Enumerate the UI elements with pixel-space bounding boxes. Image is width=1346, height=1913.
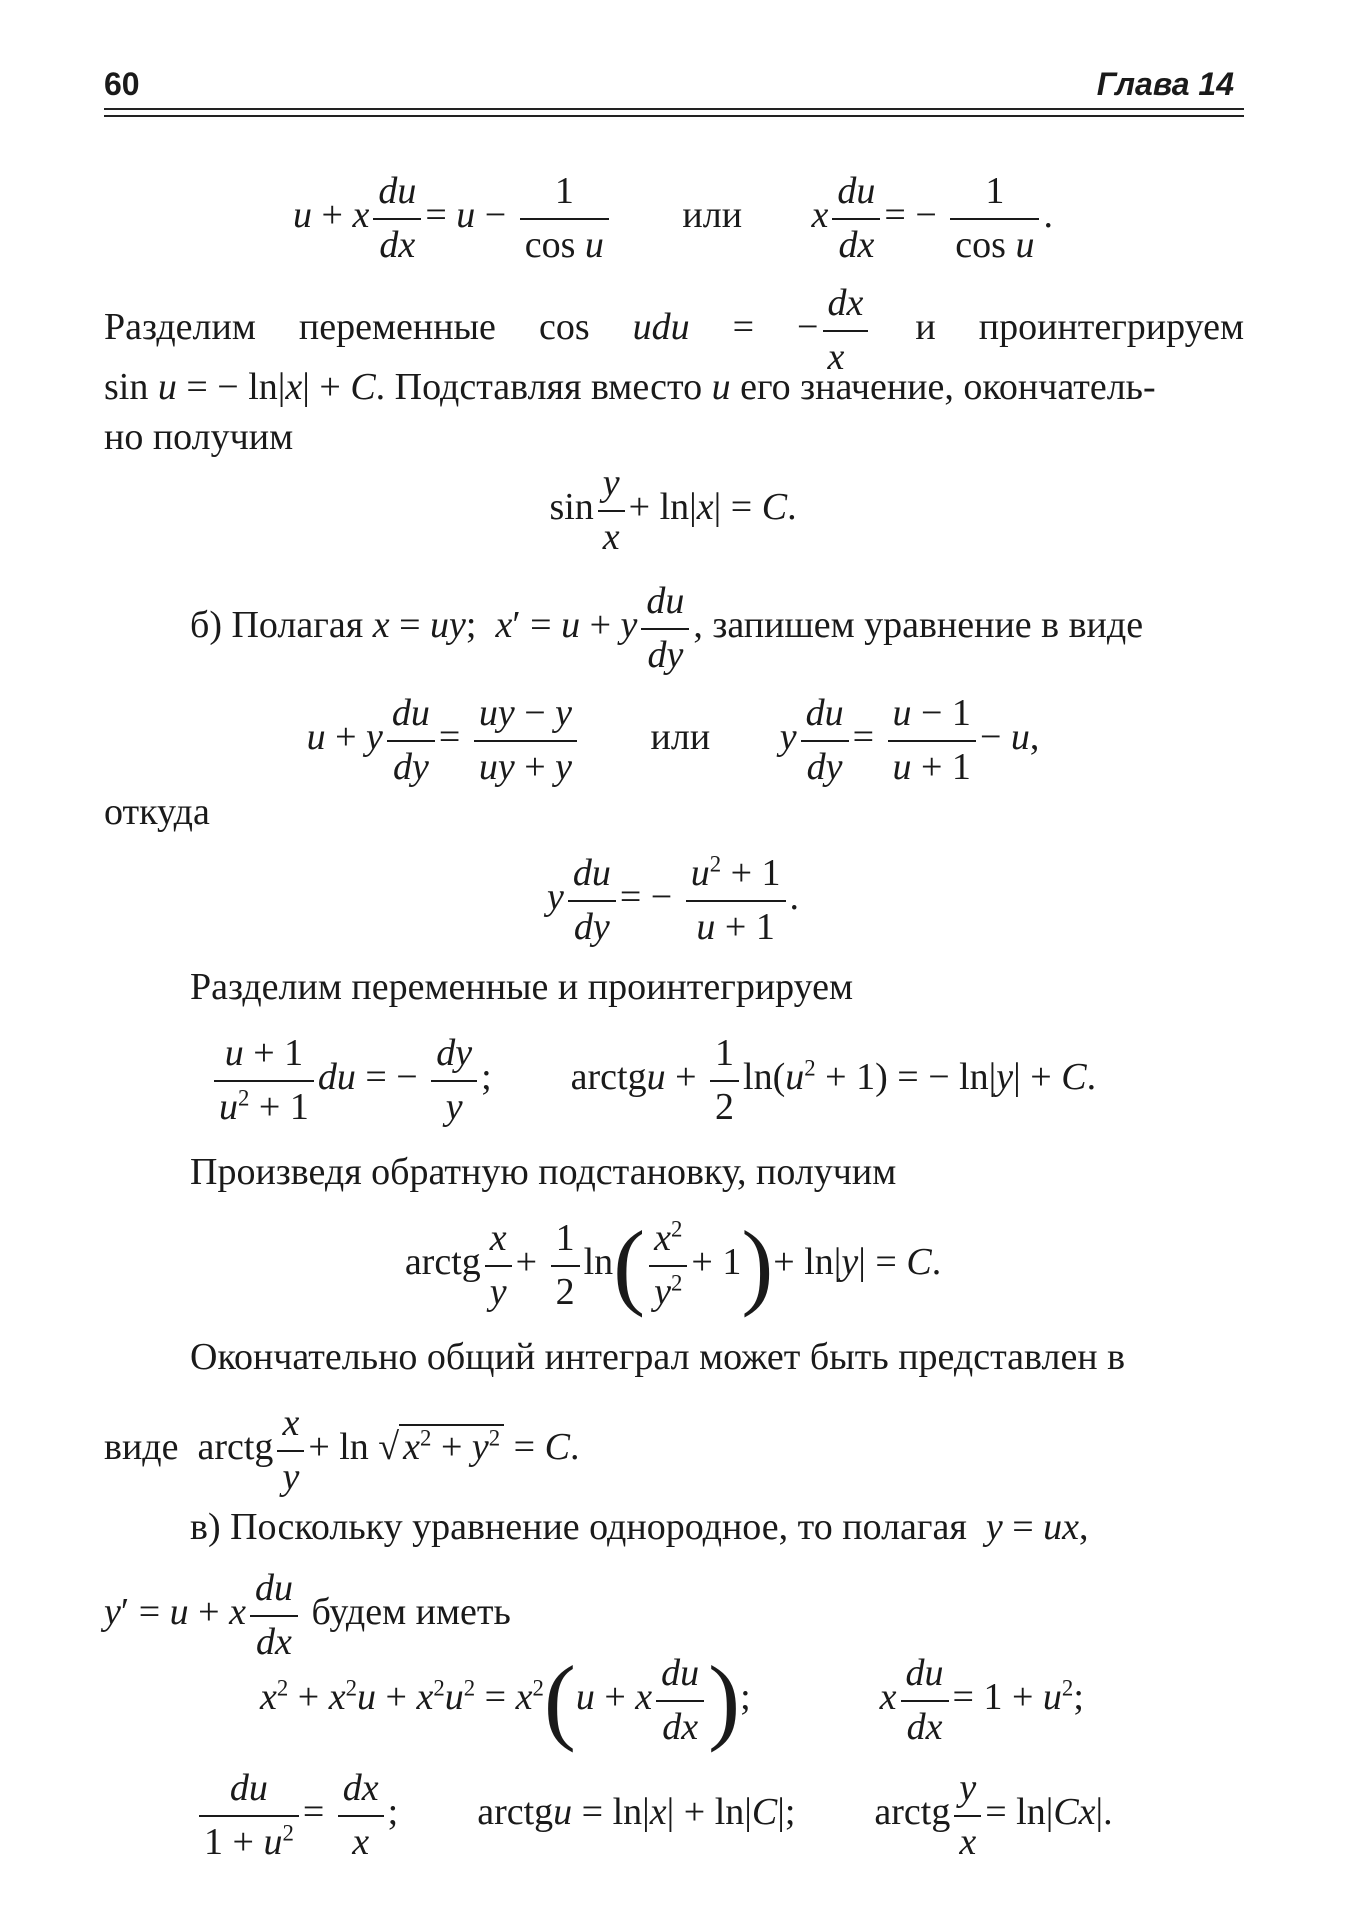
header-rule: [104, 108, 1244, 110]
paragraph-line: б) Полагая x = uy; x′ = u + y $\frac{du}{dy}$ , запишем уравнение в виде: [190, 580, 1144, 676]
paragraph-line: виде arctg $\frac{x}{y}$ + ln √ $x^2 + y^2 = C$.: [104, 1402, 580, 1498]
chapter-title: Глава 14: [1096, 66, 1234, 102]
equation: y $\frac{du}{dy}$ = − $\frac{u^2 + 1}{u + 1}$ .: [546, 851, 800, 948]
text-fragment: , запишем уравнение в виде: [693, 604, 1144, 647]
paragraph-line: Разделим переменные cos udu = − $\frac{dx}{x}$ и проинтегрируем: [104, 282, 1245, 378]
text-fragment: Разделим переменные: [104, 306, 496, 349]
paragraph-line: sin u = − ln|x| + C. Подставляя вместо u его значение, окончатель-: [104, 366, 1156, 408]
equation: u + y $\frac{du}{dy}$ = $\frac{uy - y}{uy + y}$ или y $\frac{du}{dy}$ = $\frac{u - 1}{u + 1}$ − u,: [306, 692, 1040, 788]
text-fragment: . Подставляя вместо: [375, 366, 703, 408]
text-fragment: будем иметь: [311, 1591, 511, 1634]
paragraph-line: y′ = u + x $\frac{du}{dx}$ будем иметь: [104, 1567, 511, 1663]
text-fragment: виде: [104, 1426, 179, 1469]
header-rule: [104, 115, 1244, 117]
word-ili: или: [682, 194, 743, 237]
text-fragment: и проинтегрируем: [915, 306, 1245, 349]
equation: u + x $\frac{du}{dx}$ = u − $\frac{1}{\text{cos u}}$ или x $\frac{du}{dx}$ = − $\frac{1}{\text{cos u}}$ .: [293, 170, 1053, 266]
text-fragment: б) Полагая: [190, 604, 364, 647]
paragraph-line: в) Поскольку уравнение однородное, то полагая y = ux,: [190, 1506, 1089, 1548]
paragraph-line: Окончательно общий интеграл может быть представлен в: [190, 1336, 1126, 1378]
page-number: 60: [104, 66, 140, 102]
paragraph-line: но получим: [104, 416, 294, 458]
equation: $\frac{u + 1}{u^2 + 1}$ du = − $\frac{dy}{y}$ ; arctgu + $\frac{1}{2}$ $\ln(u^2 + 1)$ = − ln|y| + C.: [210, 1030, 1096, 1131]
paragraph-line: откуда: [104, 791, 210, 833]
equation: $\frac{du}{1 + u^2}$ = $\frac{dx}{x}$ ; arctgu = ln|x| + ln|C|; arctg $\frac{y}{x}$ = ln|Cx|.: [195, 1765, 1113, 1866]
equation: arctg $\frac{x}{y}$ + $\frac{1}{2}$ ln( $\frac{x^2}{y^2}$ + 1)+ ln|y| = C.: [404, 1211, 942, 1319]
paragraph-line: Произведя обратную подстановку, получим: [190, 1151, 897, 1193]
text-fragment: в) Поскольку уравнение однородное, то полагая: [190, 1506, 967, 1548]
equation: $x^2 + x^2u + x^2u^2 = x^2(u + x$ $\frac{du}{dx}$ ); x $\frac{du}{dx}$ = $1 + u^2$;: [260, 1646, 1084, 1754]
word-ili: или: [650, 716, 711, 759]
text-fragment: его значение, окончатель-: [740, 366, 1156, 408]
equation: sin $\frac{y}{x}$ + ln|x| = C.: [549, 462, 797, 558]
paragraph-line: Разделим переменные и проинтегрируем: [190, 966, 854, 1008]
